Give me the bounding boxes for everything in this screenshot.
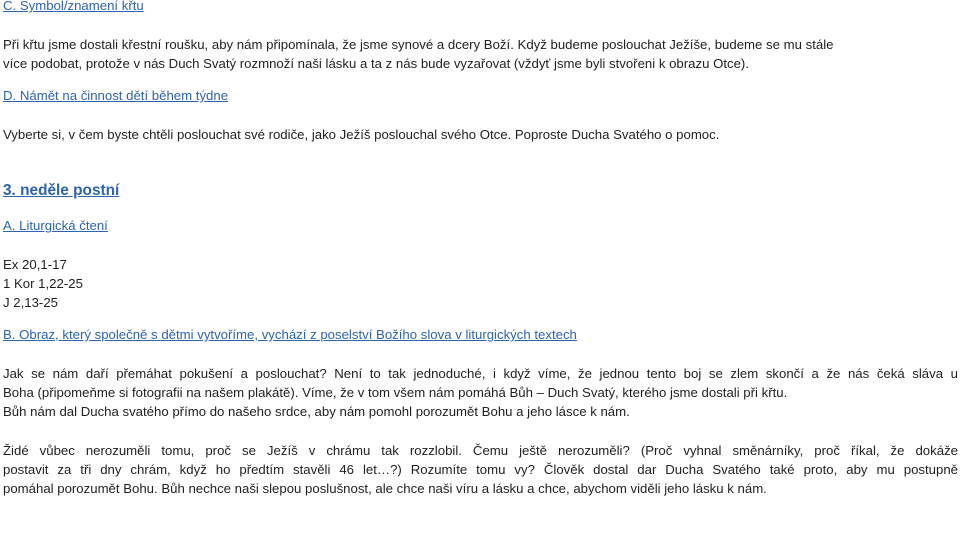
section-c-heading: C. Symbol/znamení křtu bbox=[3, 0, 144, 13]
section-d-text: Vyberte si, v čem byste chtěli poslouchat své rodiče, jako Ježíš poslouchal svého Otce. Poproste Ducha Svatého o pomoc. bbox=[3, 127, 720, 142]
section-b-p1-line-3: Bůh nám dal Ducha svatého přímo do našeho srdce, aby nám pomohl porozumět Bohu a jeho lásce k nám. bbox=[3, 404, 630, 419]
section-c-line-1: Při křtu jsme dostali křestní roušku, aby nám připomínala, že jsme synové a dcery Boží. Když budeme poslouchat Ježíše, budeme se mu stále bbox=[3, 37, 834, 52]
section-b-heading: B. Obraz, který společně s dětmi vytvoříme, vychází z poselství Božího slova v liturgických textech bbox=[3, 327, 577, 342]
section-c-line-2: více podobat, protože v nás Duch Svatý rozmnoží naši lásku a ta z nás bude vyzařovat (vždyť jsme byli stvořeni k obrazu Otce). bbox=[3, 56, 749, 71]
section-b-p2-line-2: postavit za tři dny chrám, když ho předtím stavěli 46 let…?) Rozumíte tomu vy? Člověk dostal dar Ducha Svatého také proto, aby mu postupně bbox=[3, 462, 958, 477]
section-b-p1-line-1: Jak se nám daří přemáhat pokušení a poslouchat? Není to tak jednoduché, i když víme, že jednou tento boj se zlem skončí a že nás čeká sláva u bbox=[3, 366, 958, 381]
section-d-heading: D. Námět na činnost dětí během týdne bbox=[3, 88, 229, 103]
section-a-heading: A. Liturgická čtení bbox=[3, 218, 108, 233]
section-b-p2-line-3: pomáhal porozumět Bohu. Bůh nechce naši slepou poslušnost, ale chce naši víru a lásku a chce, abychom viděli jeho lásku k nám. bbox=[3, 481, 767, 496]
reading-3: J 2,13-25 bbox=[3, 295, 58, 310]
sunday-title: 3. neděle postní bbox=[3, 182, 120, 199]
section-b-p2-line-1: Židé vůbec nerozuměli tomu, proč se Ježíš v chrámu tak rozzlobil. Čemu ještě nerozuměli? (Proč vyhnal směnárníky, proč říkal, že dokáže bbox=[3, 443, 958, 458]
section-b-p1-line-2: Boha (připomeňme si fotografii na našem plakátě). Víme, že v tom všem nám pomáhá Bůh – Duch Svatý, kterého jsme dostali při křtu. bbox=[3, 385, 788, 400]
reading-2: 1 Kor 1,22-25 bbox=[3, 276, 83, 291]
reading-1: Ex 20,1-17 bbox=[3, 257, 67, 272]
document-page bbox=[3, 0, 958, 498]
